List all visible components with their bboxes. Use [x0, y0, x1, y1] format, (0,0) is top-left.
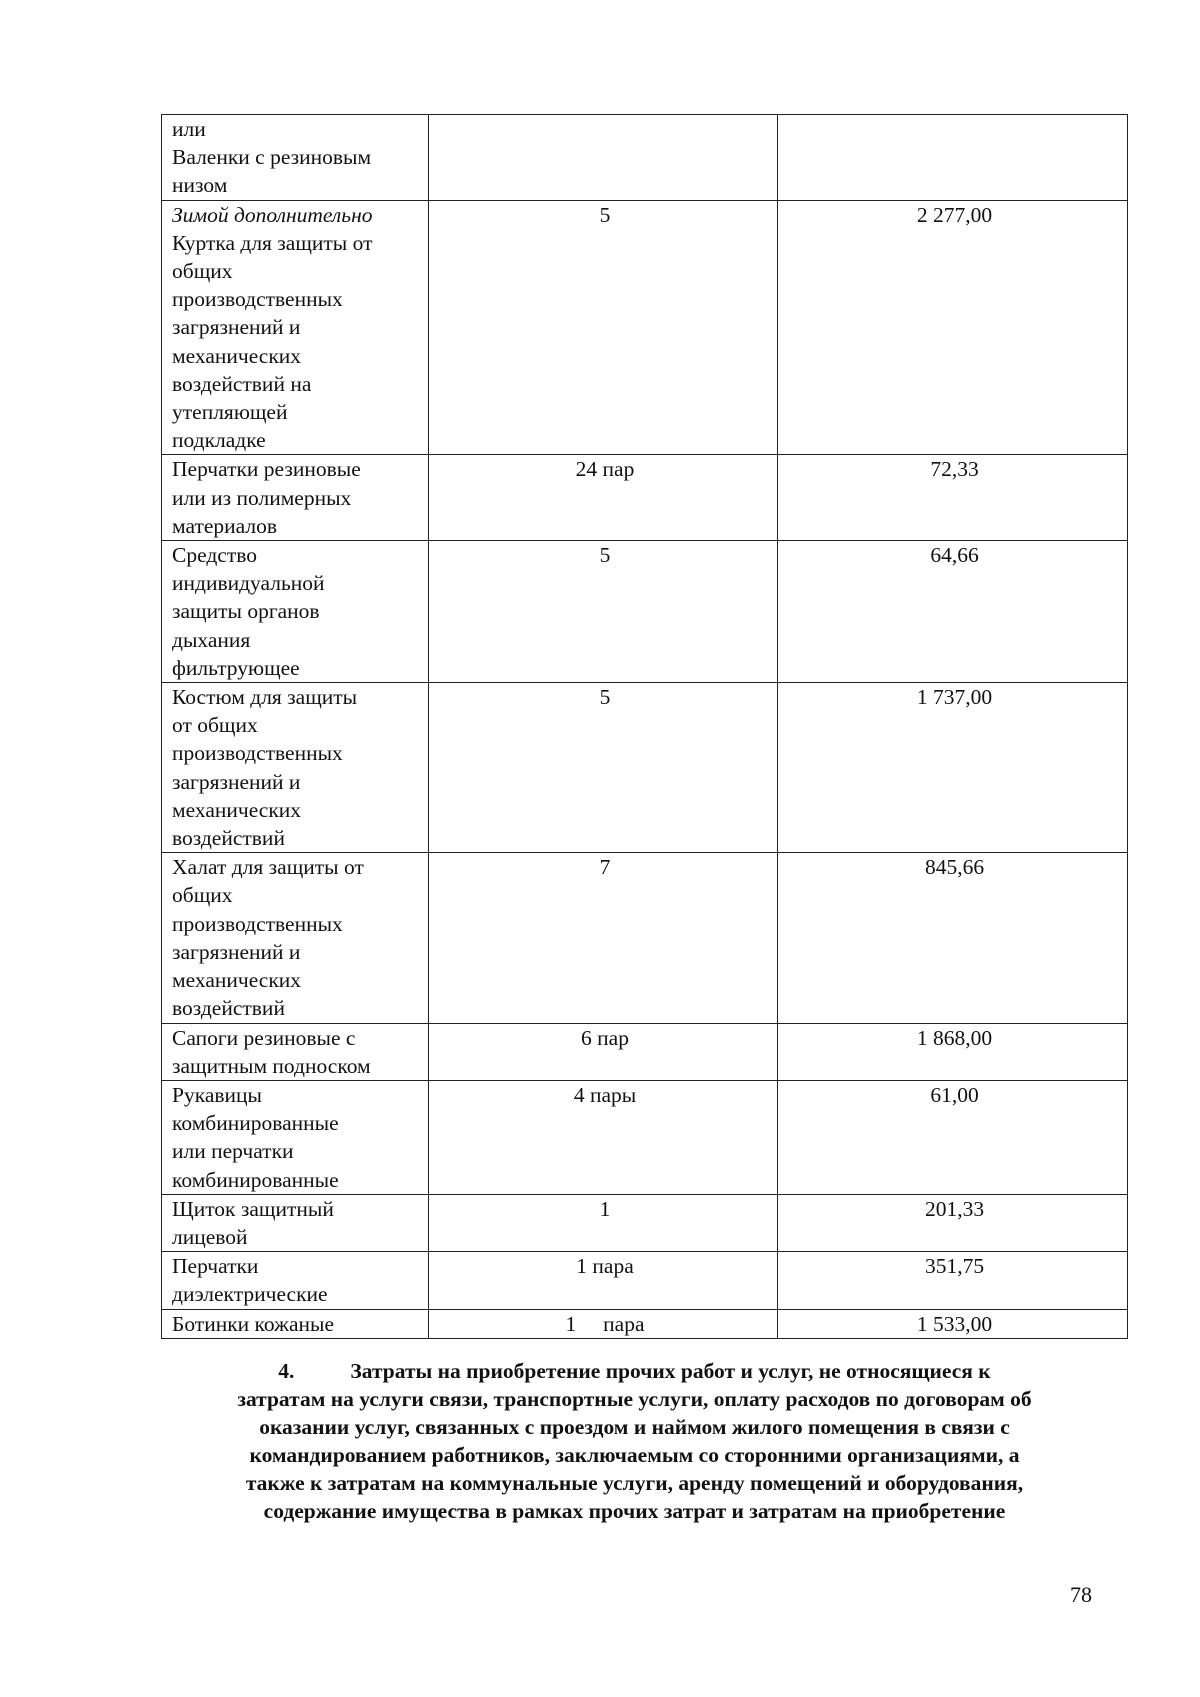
item-price-cell: 201,33: [778, 1194, 1128, 1251]
item-quantity-cell: [429, 115, 778, 201]
item-season-note: Зимой дополнительно: [172, 202, 373, 227]
item-name: Сапоги резиновые с защитным подноском: [172, 1025, 371, 1078]
item-name-cell: [162, 1194, 429, 1251]
item-name: Костюм для защиты от общих производственных загрязнений и механических воздействий: [172, 685, 358, 851]
item-name-cell: [162, 115, 429, 201]
item-name-cell: [162, 1080, 429, 1194]
section-number: 4.: [278, 1359, 295, 1383]
table-row: [162, 1252, 1128, 1309]
table-row: [162, 1023, 1128, 1080]
item-name: Ботинки кожаные: [172, 1311, 335, 1336]
ppe-cost-table: [161, 114, 1128, 1339]
table-row: [162, 455, 1128, 541]
item-name-cell: [162, 683, 429, 853]
item-price-cell: 1 737,00: [778, 683, 1128, 853]
item-name: или Валенки с резиновым низом: [172, 117, 372, 198]
page-number: 78: [1070, 1582, 1092, 1607]
item-name-cell: [162, 1309, 429, 1338]
item-price-cell: [778, 115, 1128, 201]
item-name-cell: [162, 200, 429, 455]
item-quantity-cell: 1: [429, 1194, 778, 1251]
item-quantity-cell: 1 пара: [429, 1309, 778, 1338]
item-quantity-cell: 7: [429, 853, 778, 1023]
item-price-cell: 1 533,00: [778, 1309, 1128, 1338]
item-price-cell: 845,66: [778, 853, 1128, 1023]
item-name-cell: [162, 541, 429, 683]
item-name-cell: [162, 1023, 429, 1080]
table-row: [162, 115, 1128, 201]
item-name: Перчатки резиновые или из полимерных материалов: [172, 457, 361, 538]
item-name-cell: [162, 455, 429, 541]
table-row: [162, 853, 1128, 1023]
table-row: [162, 1309, 1128, 1338]
item-quantity-cell: 24 пар: [429, 455, 778, 541]
section-heading: [161, 1357, 1108, 1525]
item-quantity-cell: 6 пар: [429, 1023, 778, 1080]
item-name: Рукавицы комбинированные или перчатки комбинированные: [172, 1082, 339, 1192]
item-name-cell: [162, 1252, 429, 1309]
item-price-cell: 1 868,00: [778, 1023, 1128, 1080]
item-name: Куртка для защиты от общих производственных загрязнений и механических воздействий на утепляющей подкладке: [172, 230, 373, 453]
item-name-cell: [162, 853, 429, 1023]
item-name: Средство индивидуальной защиты органов дыхания фильтрующее: [172, 543, 325, 680]
item-price-cell: 2 277,00: [778, 200, 1128, 455]
item-name: Перчатки диэлектрические: [172, 1254, 328, 1307]
table-row: [162, 1194, 1128, 1251]
item-name: Халат для защиты от общих производственных загрязнений и механических воздействий: [172, 855, 364, 1021]
item-quantity-cell: 5: [429, 200, 778, 455]
table-row: [162, 1080, 1128, 1194]
section-title: Затраты на приобретение прочих работ и услуг, не относящиеся к затратам на услуги связи, транспортные услуги, оплату расходов по договорам об оказании услуг, связанных с проездом и наймом жилого помещения в связи с командированием работников, заключаемым со сторонними организациями, а также к затратам на коммунальные услуги, аренду помещений и оборудования, содержание имущества в рамках прочих затрат и затратам на приобретение: [237, 1359, 1032, 1523]
item-price-cell: 61,00: [778, 1080, 1128, 1194]
item-quantity-cell: 5: [429, 683, 778, 853]
item-name: Щиток защитный лицевой: [172, 1196, 334, 1249]
item-quantity-cell: 4 пары: [429, 1080, 778, 1194]
item-price-cell: 64,66: [778, 541, 1128, 683]
table-row: [162, 200, 1128, 455]
item-price-cell: 72,33: [778, 455, 1128, 541]
table-row: [162, 683, 1128, 853]
item-quantity-cell: 1 пара: [429, 1252, 778, 1309]
item-quantity-cell: 5: [429, 541, 778, 683]
table-row: [162, 541, 1128, 683]
item-price-cell: 351,75: [778, 1252, 1128, 1309]
